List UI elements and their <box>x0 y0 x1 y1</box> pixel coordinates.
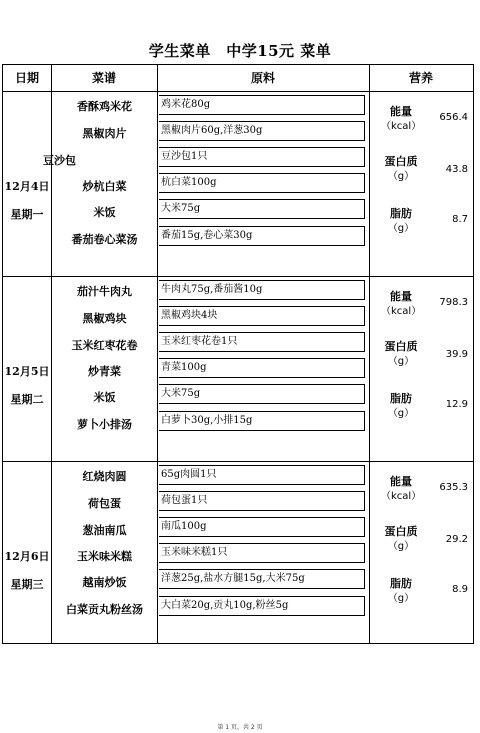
protein-unit: （g） <box>387 356 415 367</box>
dish-name: 番茄卷心菜汤 <box>71 233 138 246</box>
dish-name: 炒青菜 <box>88 365 121 378</box>
ingredient-text: 玉米味米糕1只 <box>161 547 228 558</box>
day-weekday: 星期二 <box>10 393 44 406</box>
header-date: 日期 <box>14 71 39 85</box>
ingredient-text: 65g肉圆1只 <box>161 469 217 480</box>
dish-name: 米饭 <box>93 391 116 404</box>
energy-label: 能量 <box>390 475 412 488</box>
dish-name: 玉米红枣花卷 <box>71 339 138 352</box>
day-weekday: 星期三 <box>10 578 44 591</box>
energy-value: 798.3 <box>439 297 468 308</box>
day-block <box>3 92 473 277</box>
dish-name: 红烧肉圆 <box>82 470 127 483</box>
ingredient-text: 青菜100g <box>161 362 207 373</box>
protein-value: 39.9 <box>445 349 468 360</box>
fat-value: 8.7 <box>452 214 468 225</box>
ingredient-text: 鸡米花80g <box>161 99 211 110</box>
energy-label: 能量 <box>390 290 412 303</box>
fat-label: 脂肪 <box>390 207 412 220</box>
dish-name: 米饭 <box>93 206 116 219</box>
ingredient-text: 大白菜20g,贡丸10g,粉丝5g <box>161 600 289 611</box>
ingredient-text: 豆沙包1只 <box>161 151 208 162</box>
fat-unit: （g） <box>387 223 415 234</box>
ingredient-text: 杭白菜100g <box>161 177 217 188</box>
ingredient-text: 洋葱25g,盐水方腿15g,大米75g <box>161 573 305 584</box>
menu-table <box>2 64 474 644</box>
energy-unit: （kcal） <box>381 306 422 317</box>
energy-unit: （kcal） <box>381 121 422 132</box>
header-nutrition: 营养 <box>408 71 433 85</box>
protein-unit: （g） <box>387 171 415 182</box>
dish-name: 豆沙包 <box>43 154 76 167</box>
protein-label: 蛋白质 <box>384 155 418 168</box>
ingredient-text: 牛肉丸75g,番茄酱10g <box>161 284 263 295</box>
ingredient-text: 玉米红枣花卷1只 <box>161 336 238 347</box>
fat-unit: （g） <box>387 593 415 604</box>
day-date: 12月5日 <box>4 365 50 378</box>
dish-name: 黑椒鸡块 <box>82 312 127 325</box>
ingredient-text: 荷包蛋1只 <box>161 495 208 506</box>
dish-name: 荷包蛋 <box>88 497 121 510</box>
energy-value: 656.4 <box>439 112 468 123</box>
protein-label: 蛋白质 <box>384 525 418 538</box>
day-weekday: 星期一 <box>10 208 44 221</box>
ingredient-text: 大米75g <box>161 388 201 399</box>
ingredient-text: 白萝卜30g,小排15g <box>161 415 253 426</box>
dish-name: 萝卜小排汤 <box>77 418 132 431</box>
day-block <box>3 277 473 462</box>
protein-value: 43.8 <box>445 164 468 175</box>
header-ingredients: 原料 <box>250 71 275 85</box>
ingredient-text: 番茄15g,卷心菜30g <box>161 230 253 241</box>
ingredient-text: 黑椒鸡块4块 <box>161 310 218 321</box>
fat-unit: （g） <box>387 408 415 419</box>
table-header <box>3 65 473 92</box>
ingredient-text: 南瓜100g <box>161 521 207 532</box>
protein-label: 蛋白质 <box>384 340 418 353</box>
fat-value: 12.9 <box>445 399 468 410</box>
dish-name: 越南炒饭 <box>82 576 127 589</box>
energy-value: 635.3 <box>439 482 468 493</box>
ingredient-text: 黑椒肉片60g,洋葱30g <box>161 125 263 136</box>
protein-value: 29.2 <box>445 534 468 545</box>
dish-name: 茄汁牛肉丸 <box>77 285 132 298</box>
dish-name: 黑椒肉片 <box>82 127 127 140</box>
dish-name: 炒杭白菜 <box>82 180 127 193</box>
dish-name: 玉米味米糕 <box>77 550 132 563</box>
day-block <box>3 462 473 643</box>
energy-unit: （kcal） <box>381 491 422 502</box>
dish-name: 葱油南瓜 <box>82 524 127 537</box>
fat-value: 8.9 <box>452 584 468 595</box>
dish-name: 白菜贡丸粉丝汤 <box>66 603 143 616</box>
day-date: 12月4日 <box>4 180 50 193</box>
page-footer: 第 1 页，共 2 页 <box>217 724 263 731</box>
fat-label: 脂肪 <box>390 392 412 405</box>
header-dish: 菜谱 <box>91 71 116 85</box>
day-date: 12月6日 <box>4 550 50 563</box>
dish-name: 香酥鸡米花 <box>77 100 132 113</box>
ingredient-text: 大米75g <box>161 203 201 214</box>
energy-label: 能量 <box>390 105 412 118</box>
fat-label: 脂肪 <box>390 577 412 590</box>
protein-unit: （g） <box>387 541 415 552</box>
page-title: 学生菜单 中学15元 菜单 <box>148 42 332 60</box>
